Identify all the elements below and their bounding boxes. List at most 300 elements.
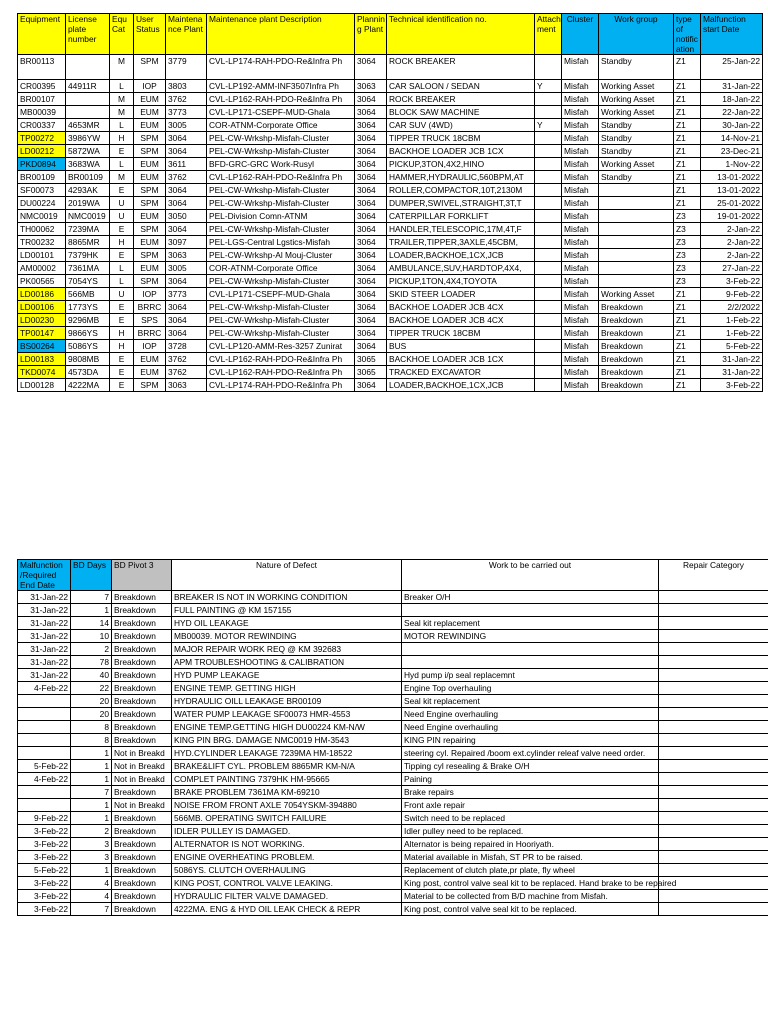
cell-technical-id: BLOCK SAW MACHINE [387, 106, 535, 119]
cell-end-date: 3-Feb-22 [18, 851, 71, 864]
cell-work-group: Breakdown [599, 353, 674, 366]
defect-row [18, 682, 768, 695]
cell-malfunction-start: 13-01-2022 [701, 171, 763, 184]
cell-bd-pivot: Breakdown [112, 604, 172, 617]
cell-user-status: EUM [134, 366, 166, 379]
cell-planning-plant: 3064 [355, 236, 387, 249]
cell-cluster: Misfah [562, 119, 599, 132]
cell-plant-description: PEL-CW-Wrkshp-Misfah-Cluster [207, 327, 355, 340]
cell-technical-id: CAR SALOON / SEDAN [387, 80, 535, 93]
cell-end-date: 4-Feb-22 [18, 682, 71, 695]
cell-end-date: 5-Feb-22 [18, 864, 71, 877]
cell-bd-days: 8 [71, 734, 112, 747]
equipment-row [18, 353, 763, 366]
cell-license-plate: 3683WA [66, 158, 110, 171]
cell-maintenance-plant: 3063 [166, 249, 207, 262]
cell-repair-category [659, 747, 768, 760]
cell-work-to-carry-out: MOTOR REWINDING [402, 630, 659, 643]
cell-user-status: EUM [134, 93, 166, 106]
cell-cluster: Misfah [562, 223, 599, 236]
cell-cluster: Misfah [562, 366, 599, 379]
cell-repair-category [659, 708, 768, 721]
cell-notification-type: Z1 [674, 158, 701, 171]
cell-notification-type: Z1 [674, 353, 701, 366]
cell-equ-cat: E [110, 301, 134, 314]
cell-bd-pivot: Breakdown [112, 864, 172, 877]
cell-end-date: 31-Jan-22 [18, 656, 71, 669]
cell-license-plate: 9296MB [66, 314, 110, 327]
cell-plant-description: PEL-Division Comn-ATNM [207, 210, 355, 223]
defect-row [18, 656, 768, 669]
cell-maintenance-plant: 3097 [166, 236, 207, 249]
cell-attachment [535, 301, 562, 314]
cell-plant-description: PEL-LGS-Central Lgstics-Misfah [207, 236, 355, 249]
cell-work-group: Standby [599, 55, 674, 80]
cell-planning-plant: 3064 [355, 210, 387, 223]
cell-equ-cat: L [110, 158, 134, 171]
cell-cluster: Misfah [562, 288, 599, 301]
cell-malfunction-start: 3-Feb-22 [701, 275, 763, 288]
cell-notification-type: Z3 [674, 249, 701, 262]
cell-notification-type: Z1 [674, 340, 701, 353]
cell-bd-days: 1 [71, 773, 112, 786]
cell-repair-category [659, 630, 768, 643]
cell-equipment: SF00073 [18, 184, 66, 197]
cell-work-to-carry-out: Switch need to be replaced [402, 812, 659, 825]
cell-cluster: Misfah [562, 262, 599, 275]
cell-notification-type: Z1 [674, 301, 701, 314]
cell-bd-pivot: Breakdown [112, 786, 172, 799]
cell-bd-days: 10 [71, 630, 112, 643]
cell-user-status: SPM [134, 249, 166, 262]
cell-malfunction-start: 19-01-2022 [701, 210, 763, 223]
cell-cluster: Misfah [562, 275, 599, 288]
cell-malfunction-start: 31-Jan-22 [701, 80, 763, 93]
cell-planning-plant: 3064 [355, 340, 387, 353]
cell-user-status: SPM [134, 145, 166, 158]
cell-technical-id: BACKHOE LOADER JCB 1CX [387, 353, 535, 366]
cell-maintenance-plant: 3773 [166, 106, 207, 119]
cell-nature-of-defect: KING PIN BRG. DAMAGE NMC0019 HM-3543 [172, 734, 402, 747]
cell-end-date [18, 721, 71, 734]
cell-repair-category [659, 734, 768, 747]
cell-bd-pivot: Breakdown [112, 838, 172, 851]
cell-nature-of-defect: MAJOR REPAIR WORK REQ @ KM 392683 [172, 643, 402, 656]
cell-work-to-carry-out: Material available in Misfah, ST PR to be raised. [402, 851, 659, 864]
cell-maintenance-plant: 3779 [166, 55, 207, 80]
cell-repair-category [659, 838, 768, 851]
cell-license-plate: 4293AK [66, 184, 110, 197]
defect-row [18, 903, 768, 916]
cell-bd-pivot: Breakdown [112, 812, 172, 825]
cell-attachment [535, 353, 562, 366]
cell-cluster: Misfah [562, 158, 599, 171]
cell-bd-days: 1 [71, 604, 112, 617]
cell-equipment: AM00002 [18, 262, 66, 275]
cell-end-date [18, 799, 71, 812]
cell-bd-pivot: Not in Breakd [112, 747, 172, 760]
cell-bd-pivot: Not in Breakd [112, 760, 172, 773]
cell-maintenance-plant: 3063 [166, 379, 207, 392]
cell-technical-id: BACKHOE LOADER JCB 4CX [387, 314, 535, 327]
cell-license-plate: 4573DA [66, 366, 110, 379]
header-equ-cat: Equ Cat [110, 14, 134, 55]
cell-user-status: IOP [134, 80, 166, 93]
cell-license-plate: BR00109 [66, 171, 110, 184]
cell-nature-of-defect: HYD.CYLINDER LEAKAGE 7239MA HM-18522 [172, 747, 402, 760]
cell-malfunction-start: 5-Feb-22 [701, 340, 763, 353]
cell-maintenance-plant: 3803 [166, 80, 207, 93]
equipment-row [18, 145, 763, 158]
cell-user-status: BRRC [134, 301, 166, 314]
cell-user-status: SPM [134, 132, 166, 145]
cell-equipment: BR00109 [18, 171, 66, 184]
cell-planning-plant: 3065 [355, 353, 387, 366]
cell-repair-category [659, 825, 768, 838]
defect-row [18, 669, 768, 682]
cell-repair-category [659, 656, 768, 669]
cell-work-to-carry-out: Engine Top overhauling [402, 682, 659, 695]
cell-nature-of-defect: NOISE FROM FRONT AXLE 7054YSKM-394880 [172, 799, 402, 812]
cell-equipment: BR00113 [18, 55, 66, 80]
cell-malfunction-start: 18-Jan-22 [701, 93, 763, 106]
cell-user-status: SPM [134, 223, 166, 236]
defects-header-row [18, 560, 768, 591]
cell-repair-category [659, 851, 768, 864]
cell-bd-pivot: Breakdown [112, 851, 172, 864]
cell-equipment: CR00337 [18, 119, 66, 132]
cell-bd-days: 1 [71, 864, 112, 877]
cell-technical-id: ROCK BREAKER [387, 55, 535, 80]
cell-work-to-carry-out: Breaker O/H [402, 591, 659, 604]
cell-malfunction-start: 30-Jan-22 [701, 119, 763, 132]
cell-license-plate: 1773YS [66, 301, 110, 314]
defect-row [18, 838, 768, 851]
defect-row [18, 721, 768, 734]
cell-technical-id: ROLLER,COMPACTOR,10T,2130M [387, 184, 535, 197]
header-malfunction-start: Malfunction start Date [701, 14, 763, 55]
equipment-row [18, 184, 763, 197]
header-work-group: Work group [599, 14, 674, 55]
cell-work-group: Breakdown [599, 301, 674, 314]
cell-technical-id: BACKHOE LOADER JCB 4CX [387, 301, 535, 314]
defect-row [18, 773, 768, 786]
cell-bd-days: 1 [71, 760, 112, 773]
defect-row [18, 695, 768, 708]
cell-plant-description: CVL-LP162-RAH-PDO-Re&Infra Ph [207, 366, 355, 379]
cell-attachment [535, 106, 562, 119]
cell-attachment: Y [535, 80, 562, 93]
cell-end-date: 5-Feb-22 [18, 760, 71, 773]
cell-work-group [599, 275, 674, 288]
cell-nature-of-defect: 566MB. OPERATING SWITCH FAILURE [172, 812, 402, 825]
cell-technical-id: CATERPILLAR FORKLIFT [387, 210, 535, 223]
defect-row [18, 890, 768, 903]
header-plant-description: Maintenance plant Description [207, 14, 355, 55]
cell-malfunction-start: 13-01-2022 [701, 184, 763, 197]
cell-work-to-carry-out: King post, control valve seal kit to be replaced. [402, 903, 659, 916]
cell-plant-description: COR-ATNM-Corporate Office [207, 119, 355, 132]
cell-equ-cat: L [110, 262, 134, 275]
cell-work-to-carry-out: Hyd pump i/p seal replacemnt [402, 669, 659, 682]
cell-notification-type: Z3 [674, 210, 701, 223]
cell-license-plate: 4653MR [66, 119, 110, 132]
cell-attachment [535, 55, 562, 80]
cell-attachment [535, 236, 562, 249]
cell-maintenance-plant: 3064 [166, 132, 207, 145]
cell-nature-of-defect: ENGINE OVERHEATING PROBLEM. [172, 851, 402, 864]
cell-bd-pivot: Breakdown [112, 669, 172, 682]
cell-attachment [535, 275, 562, 288]
cell-notification-type: Z1 [674, 327, 701, 340]
cell-license-plate: 9866YS [66, 327, 110, 340]
cell-license-plate: NMC0019 [66, 210, 110, 223]
equipment-row [18, 249, 763, 262]
cell-planning-plant: 3064 [355, 197, 387, 210]
header-user-status: User Status [134, 14, 166, 55]
cell-work-group: Working Asset [599, 288, 674, 301]
cell-nature-of-defect: IDLER PULLEY IS DAMAGED. [172, 825, 402, 838]
cell-malfunction-start: 25-Jan-22 [701, 55, 763, 80]
cell-repair-category [659, 890, 768, 903]
cell-maintenance-plant: 3762 [166, 366, 207, 379]
cell-plant-description: CVL-LP171-CSEPF-MUD-Ghala [207, 288, 355, 301]
cell-technical-id: TRACKED EXCAVATOR [387, 366, 535, 379]
cell-bd-days: 4 [71, 877, 112, 890]
cell-bd-pivot: Breakdown [112, 825, 172, 838]
cell-bd-pivot: Breakdown [112, 877, 172, 890]
cell-maintenance-plant: 3064 [166, 301, 207, 314]
cell-end-date: 3-Feb-22 [18, 838, 71, 851]
cell-work-to-carry-out: steering cyl. Repaired /boom ext.cylinder releaf valve need order. [402, 747, 659, 760]
cell-malfunction-start: 2-Jan-22 [701, 223, 763, 236]
cell-end-date: 31-Jan-22 [18, 591, 71, 604]
cell-technical-id: AMBULANCE,SUV,HARDTOP,4X4, [387, 262, 535, 275]
defect-row [18, 864, 768, 877]
cell-bd-days: 40 [71, 669, 112, 682]
cell-malfunction-start: 1-Feb-22 [701, 327, 763, 340]
cell-malfunction-start: 14-Nov-21 [701, 132, 763, 145]
cell-repair-category [659, 799, 768, 812]
cell-notification-type: Z1 [674, 379, 701, 392]
cell-user-status: IOP [134, 340, 166, 353]
cell-work-to-carry-out: Brake repairs [402, 786, 659, 799]
cell-repair-category [659, 760, 768, 773]
cell-plant-description: CVL-LP162-RAH-PDO-Re&Infra Ph [207, 93, 355, 106]
cell-notification-type: Z1 [674, 80, 701, 93]
cell-bd-days: 7 [71, 786, 112, 799]
cell-attachment [535, 327, 562, 340]
cell-equ-cat: H [110, 340, 134, 353]
cell-equ-cat: M [110, 171, 134, 184]
cell-equipment: LD00106 [18, 301, 66, 314]
cell-malfunction-start: 2-Jan-22 [701, 249, 763, 262]
cell-plant-description: BFD-GRC-GRC Work-Rusyl [207, 158, 355, 171]
cell-notification-type: Z3 [674, 236, 701, 249]
cell-work-group: Standby [599, 119, 674, 132]
cell-cluster: Misfah [562, 93, 599, 106]
cell-end-date: 3-Feb-22 [18, 890, 71, 903]
cell-work-group: Working Asset [599, 158, 674, 171]
cell-attachment [535, 210, 562, 223]
cell-repair-category [659, 604, 768, 617]
cell-bd-days: 2 [71, 825, 112, 838]
cell-user-status: EUM [134, 353, 166, 366]
cell-plant-description: PEL-CW-Wrkshp-Misfah-Cluster [207, 145, 355, 158]
equipment-row [18, 314, 763, 327]
defect-row [18, 591, 768, 604]
cell-cluster: Misfah [562, 184, 599, 197]
cell-technical-id: LOADER,BACKHOE,1CX,JCB [387, 379, 535, 392]
cell-bd-pivot: Not in Breakd [112, 799, 172, 812]
cell-work-to-carry-out: Replacement of clutch plate,pr plate, fly wheel [402, 864, 659, 877]
cell-license-plate: 44911R [66, 80, 110, 93]
cell-work-to-carry-out: King post, control valve seal kit to be replaced. Hand brake to be repaired [402, 877, 659, 890]
cell-cluster: Misfah [562, 340, 599, 353]
cell-cluster: Misfah [562, 55, 599, 80]
cell-planning-plant: 3064 [355, 55, 387, 80]
cell-equ-cat: H [110, 132, 134, 145]
cell-plant-description: CVL-LP162-RAH-PDO-Re&Infra Ph [207, 171, 355, 184]
cell-work-group [599, 184, 674, 197]
cell-equipment: LD00230 [18, 314, 66, 327]
defect-row [18, 877, 768, 890]
cell-maintenance-plant: 3762 [166, 353, 207, 366]
cell-license-plate: 4222MA [66, 379, 110, 392]
cell-bd-pivot: Breakdown [112, 890, 172, 903]
cell-license-plate [66, 93, 110, 106]
cell-nature-of-defect: BRAKE PROBLEM 7361MA KM-69210 [172, 786, 402, 799]
header-attachment: Attach ment [535, 14, 562, 55]
cell-user-status: IOP [134, 288, 166, 301]
cell-attachment [535, 132, 562, 145]
cell-end-date: 31-Jan-22 [18, 669, 71, 682]
cell-work-group: Working Asset [599, 80, 674, 93]
cell-work-to-carry-out: Need Engine overhauling [402, 721, 659, 734]
cell-maintenance-plant: 3064 [166, 327, 207, 340]
cell-end-date: 3-Feb-22 [18, 877, 71, 890]
cell-nature-of-defect: ENGINE TEMP. GETTING HIGH [172, 682, 402, 695]
cell-bd-days: 78 [71, 656, 112, 669]
cell-cluster: Misfah [562, 210, 599, 223]
cell-bd-pivot: Breakdown [112, 682, 172, 695]
cell-maintenance-plant: 3773 [166, 288, 207, 301]
cell-plant-description: PEL-CW-Wrkshp-Misfah-Cluster [207, 184, 355, 197]
cell-end-date: 31-Jan-22 [18, 604, 71, 617]
cell-maintenance-plant: 3064 [166, 197, 207, 210]
cell-technical-id: CAR SUV (4WD) [387, 119, 535, 132]
cell-equipment: TKD0074 [18, 366, 66, 379]
cell-maintenance-plant: 3762 [166, 93, 207, 106]
cell-equ-cat: U [110, 210, 134, 223]
cell-end-date: 31-Jan-22 [18, 643, 71, 656]
cell-nature-of-defect: BRAKE&LIFT CYL. PROBLEM 8865MR KM-N/A [172, 760, 402, 773]
cell-nature-of-defect: 4222MA. ENG & HYD OIL LEAK CHECK & REPR [172, 903, 402, 916]
cell-cluster: Misfah [562, 171, 599, 184]
cell-equ-cat: M [110, 106, 134, 119]
equipment-row [18, 366, 763, 379]
cell-plant-description: CVL-LP162-RAH-PDO-Re&Infra Ph [207, 353, 355, 366]
cell-equipment: LD00183 [18, 353, 66, 366]
cell-work-group [599, 223, 674, 236]
cell-work-to-carry-out: Seal kit replacement [402, 617, 659, 630]
cell-equ-cat: H [110, 236, 134, 249]
cell-license-plate: 7239MA [66, 223, 110, 236]
cell-bd-days: 1 [71, 812, 112, 825]
cell-end-date: 4-Feb-22 [18, 773, 71, 786]
cell-license-plate: 566MB [66, 288, 110, 301]
defect-row [18, 617, 768, 630]
cell-notification-type: Z1 [674, 197, 701, 210]
cell-repair-category [659, 864, 768, 877]
cell-work-to-carry-out: Material to be collected from B/D machine from Misfah. [402, 890, 659, 903]
cell-equipment: DU00224 [18, 197, 66, 210]
cell-bd-days: 20 [71, 708, 112, 721]
cell-plant-description: CVL-LP171-CSEPF-MUD-Ghala [207, 106, 355, 119]
cell-nature-of-defect: FULL PAINTING @ KM 157155 [172, 604, 402, 617]
cell-equipment: NMC0019 [18, 210, 66, 223]
cell-bd-days: 22 [71, 682, 112, 695]
cell-technical-id: HANDLER,TELESCOPIC,17M,4T,F [387, 223, 535, 236]
cell-plant-description: PEL-CW-Wrkshp-Misfah-Cluster [207, 314, 355, 327]
cell-plant-description: CVL-LP120-AMM-Res-3257 Zunirat [207, 340, 355, 353]
header-notification-type: type of notific ation [674, 14, 701, 55]
cell-maintenance-plant: 3728 [166, 340, 207, 353]
cell-nature-of-defect: ALTERNATOR IS NOT WORKING. [172, 838, 402, 851]
cell-bd-days: 4 [71, 890, 112, 903]
equipment-row [18, 132, 763, 145]
equipment-row [18, 262, 763, 275]
cell-work-to-carry-out: Seal kit replacement [402, 695, 659, 708]
cell-work-to-carry-out: Need Engine overhauling [402, 708, 659, 721]
cell-plant-description: PEL-CW-Wrkshp-Misfah-Cluster [207, 275, 355, 288]
cell-work-to-carry-out: Idler pulley need to be replaced. [402, 825, 659, 838]
cell-work-to-carry-out [402, 656, 659, 669]
cell-equ-cat: E [110, 379, 134, 392]
equipment-row [18, 171, 763, 184]
cell-end-date: 3-Feb-22 [18, 903, 71, 916]
cell-work-group: Breakdown [599, 340, 674, 353]
equipment-row [18, 236, 763, 249]
cell-equipment: CR00395 [18, 80, 66, 93]
cell-nature-of-defect: MB00039. MOTOR REWINDING [172, 630, 402, 643]
cell-user-status: SPM [134, 275, 166, 288]
cell-equipment: TP00147 [18, 327, 66, 340]
equipment-row [18, 197, 763, 210]
cell-bd-days: 8 [71, 721, 112, 734]
header-technical-id: Technical identification no. [387, 14, 535, 55]
cell-repair-category [659, 617, 768, 630]
cell-end-date [18, 747, 71, 760]
cell-nature-of-defect: COMPLET PAINTING 7379HK HM-95665 [172, 773, 402, 786]
cell-nature-of-defect: KING POST, CONTROL VALVE LEAKING. [172, 877, 402, 890]
cell-malfunction-start: 31-Jan-22 [701, 353, 763, 366]
cell-attachment [535, 314, 562, 327]
cell-planning-plant: 3064 [355, 106, 387, 119]
defect-row [18, 734, 768, 747]
cell-bd-days: 3 [71, 851, 112, 864]
cell-user-status: SPM [134, 197, 166, 210]
cell-cluster: Misfah [562, 80, 599, 93]
cell-malfunction-start: 2-Jan-22 [701, 236, 763, 249]
equipment-row [18, 80, 763, 93]
cell-notification-type: Z1 [674, 314, 701, 327]
cell-nature-of-defect: HYDRAULIC OILL LEAKAGE BR00109 [172, 695, 402, 708]
cell-user-status: EUM [134, 106, 166, 119]
cell-repair-category [659, 721, 768, 734]
cell-bd-pivot: Not in Breakd [112, 773, 172, 786]
cell-cluster: Misfah [562, 145, 599, 158]
